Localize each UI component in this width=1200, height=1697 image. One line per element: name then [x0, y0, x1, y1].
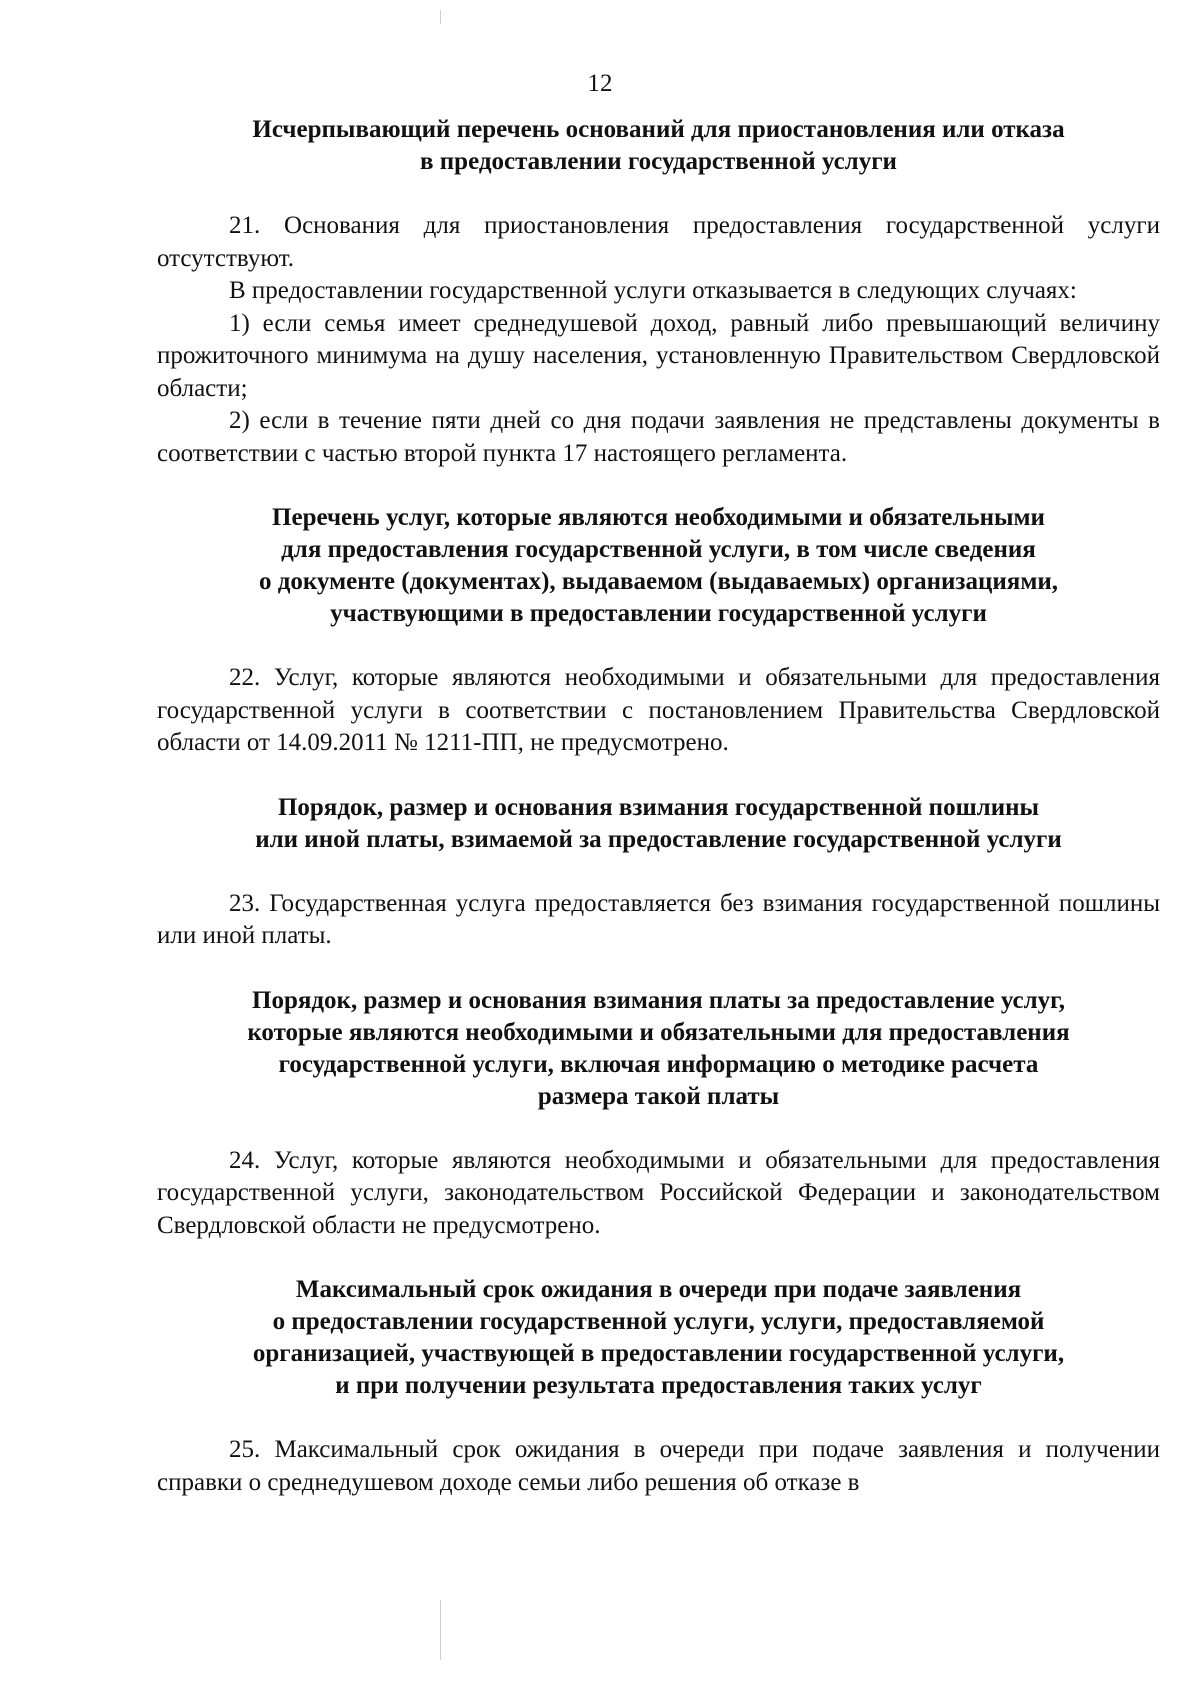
section-state-fee — [157, 792, 1160, 953]
paragraph: 2) если в течение пяти дней со дня подачи заявления не представлены документы в соответствии с частью второй пункта 17 настоящего регламента. — [157, 407, 1160, 467]
paragraph: 22. Услуг, которые являются необходимыми и обязательными для предоставления государственной услуги в соответствии с постановлением Правительства Свердловской области от 14.09.2011 № 1211-ПП, не предусмотрено. — [157, 664, 1160, 756]
heading-line: Исчерпывающий перечень оснований для приостановления или отказа — [252, 116, 1065, 143]
heading-line: о предоставлении государственной услуги, услуги, предоставляемой — [272, 1308, 1045, 1335]
page-number: 12 — [587, 70, 613, 97]
heading-line: Порядок, размер и основания взимания государственной пошлины — [277, 793, 1040, 821]
section-refusal-grounds — [157, 114, 1160, 470]
heading-line: Максимальный срок ожидания в очереди при подаче заявления — [295, 1276, 1022, 1303]
section-heading — [157, 985, 1160, 1113]
section-service-fee — [157, 985, 1160, 1243]
paragraph: 1) если семья имеет среднедушевой доход, равный либо превышающий величину прожиточного минимума на душу населения, установленную Правительством Свердловской области; — [157, 309, 1160, 402]
paragraph: 25. Максимальный срок ожидания в очереди при подаче заявления и получении справки о среднедушевом доходе семьи либо решения об отказе в — [157, 1436, 1160, 1496]
heading-line: которые являются необходимыми и обязательными для предоставления — [247, 1018, 1070, 1046]
heading-line: размера такой платы — [537, 1082, 780, 1110]
section-max-waiting-time — [157, 1274, 1160, 1499]
section-required-services — [157, 502, 1160, 760]
heading-line: Порядок, размер и основания взимания платы за предоставление услуг, — [252, 986, 1065, 1014]
heading-line: о документе (документах), выдаваемом (выдаваемых) организациями, — [258, 568, 1058, 595]
paragraph: 21. Основания для приостановления предоставления государственной услуги отсутствуют. — [157, 212, 1160, 272]
heading-line: или иной платы, взимаемой за предоставление государственной услуги — [255, 825, 1062, 853]
paragraph: 24. Услуг, которые являются необходимыми и обязательными для предоставления государственной услуги, законодательством Российской Федерации и законодательством Свердловской области не предусмотрено. — [157, 1146, 1160, 1239]
document-body — [157, 114, 1160, 1499]
section-heading — [157, 114, 1160, 178]
heading-line: и при получении результата предоставления таких услуг — [335, 1372, 982, 1399]
heading-line: для предоставления государственной услуги, в том числе сведения — [281, 536, 1036, 563]
section-heading — [157, 792, 1160, 856]
section-heading — [157, 1274, 1160, 1402]
section-heading — [157, 502, 1160, 630]
heading-line: государственной услуги, включая информацию о методике расчета — [278, 1050, 1039, 1078]
paragraph: В предоставлении государственной услуги отказывается в следующих случаях: — [229, 277, 1077, 304]
heading-line: Перечень услуг, которые являются необходимыми и обязательными — [272, 504, 1045, 531]
scan-artifact — [440, 1600, 441, 1660]
heading-line: организацией, участвующей в предоставлении государственной услуги, — [252, 1340, 1065, 1367]
scan-artifact — [440, 10, 441, 24]
heading-line: участвующими в предоставлении государственной услуги — [330, 600, 987, 627]
heading-line: в предоставлении государственной услуги — [420, 148, 897, 175]
paragraph: 23. Государственная услуга предоставляется без взимания государственной пошлины или иной платы. — [157, 889, 1160, 949]
